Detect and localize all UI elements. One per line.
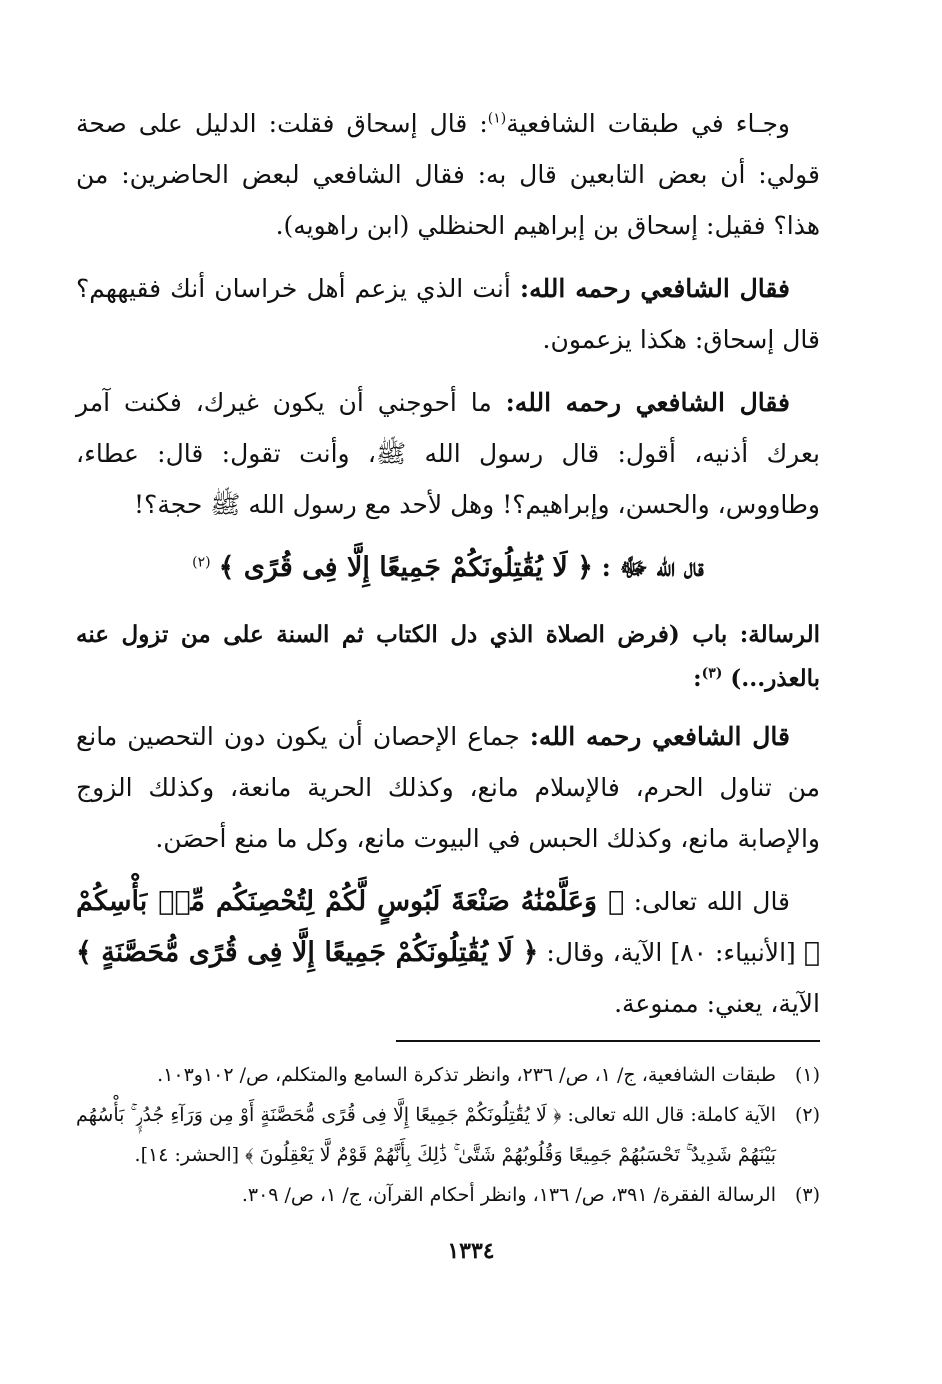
quran-verse-hashr: ﴿ لَا يُقَٰتِلُونَكُمْ جَمِيعًا إِلَّا فِى قُرًى مُّحَصَّنَةٍ ﴾ bbox=[76, 937, 539, 968]
footnote-number: (٢) bbox=[794, 1104, 820, 1126]
speaker-label: فقال الشافعي رحمه الله: bbox=[519, 274, 790, 303]
paragraph-ihsan bbox=[76, 711, 820, 864]
footnote-item bbox=[76, 1175, 820, 1215]
paragraph-text: وجـاء في طبقات الشافعية bbox=[506, 109, 790, 138]
paragraph-verses bbox=[76, 876, 820, 1029]
speaker-label: فقال الشافعي رحمه الله: bbox=[505, 388, 790, 417]
verse-intro: قال الله تعالى: bbox=[624, 887, 791, 916]
footnote-number: (٣) bbox=[794, 1184, 820, 1206]
paragraph-text: ما أحوجني أن يكون غيرك، فكنت آمر بعرك أذنيه، أقول: قال رسول الله ﷺ، وأنت تقول: قال: عطاء، وطاووس، والحسن، وإبراهيم؟! وهل لأحد مع رسول الله ﷺ حجة؟! bbox=[76, 388, 820, 519]
footnote-number: (١) bbox=[794, 1064, 820, 1086]
footnote-text: الرسالة الفقرة/ ٣٩١، ص/ ١٣٦، وانظر أحكام القرآن، ج/ ١، ص/ ٣٠٩. bbox=[241, 1184, 776, 1206]
footnote-ref-2[interactable]: (٢) bbox=[192, 554, 211, 571]
footnote-ref-1[interactable]: (١) bbox=[487, 110, 507, 127]
footnote-divider bbox=[396, 1040, 820, 1042]
footnote-text: طبقات الشافعية، ج/ ١، ص/ ٢٣٦، وانظر تذكرة السامع والمتكلم، ص/ ١٠٢و١٠٣. bbox=[157, 1064, 776, 1086]
footnote-text: الآية كاملة: قال الله تعالى: ﴿ لَا يُقَٰتِلُونَكُمْ جَمِيعًا إِلَّا فِى قُرًى مُّحَصَّنَةٍ أَوْ مِن وَرَآءِ جُدُرٍۭ ۚ بَأْسُهُم بَيْنَهُمْ شَدِيدٌ ۚ تَحْسَبُهُمْ جَمِيعًا وَقُلُوبُهُمْ شَتَّىٰ ۚ ذَٰلِكَ بِأَنَّهُمْ قَوْمٌ لَّا يَعْقِلُونَ ﴾ [الحشر: ١٤]. bbox=[76, 1104, 776, 1166]
paragraph-text: الآية، يعني: ممنوعة. bbox=[614, 989, 820, 1018]
footnote-ref-3[interactable]: (٣) bbox=[701, 665, 723, 682]
paragraph-shafii-reply bbox=[76, 377, 820, 530]
speaker-label: قال الشافعي رحمه الله: bbox=[529, 722, 791, 751]
paragraph-text: جماع الإحصان أن يكون دون التحصين مانع من تناول الحرم، فالإسلام مانع، وكذلك الحرية مانعة، وكذلك الزوج والإصابة مانع، وكذلك الحبس في البيوت مانع، وكل ما منع أحصَن. bbox=[76, 722, 820, 853]
section-heading-risala bbox=[76, 613, 820, 701]
footnote-item bbox=[76, 1055, 820, 1095]
main-text bbox=[76, 98, 820, 1041]
quran-verse-anbiya: ﴿ وَعَلَّمْنَٰهُ صَنْعَةَ لَبُوسٍ لَّكُمْ لِتُحْصِنَكُم مِّنۢ بَأْسِكُمْ ﴾ bbox=[76, 886, 820, 968]
paragraph-text: أنت الذي يزعم أهل خراسان أنك فقيههم؟ قال إسحاق: هكذا يزعمون. bbox=[76, 274, 820, 354]
paragraph-shafii-question bbox=[76, 263, 820, 365]
verse-citation: [الأنبياء: ٨٠] الآية، وقال: bbox=[538, 938, 804, 967]
footnote-item bbox=[76, 1095, 820, 1175]
quran-quote bbox=[76, 542, 820, 593]
quran-verse: ﴿ لَا يُقَٰتِلُونَكُمْ جَمِيعًا إِلَّا فِى قُرًى ﴾ bbox=[218, 552, 593, 583]
page-number: ١٣٣٤ bbox=[447, 1238, 495, 1264]
footnotes bbox=[76, 1055, 820, 1215]
heading-text: الرسالة: باب (فرض الصلاة الذي دل الكتاب ثم السنة على من تزول عنه بالعذر...) bbox=[76, 621, 820, 692]
heading-end: : bbox=[693, 665, 702, 692]
quote-intro: قال الله ﷻ : bbox=[592, 553, 704, 582]
paragraph-text: : قال إسحاق فقلت: الدليل على صحة قولي: أن بعض التابعين قال به: فقال الشافعي لبعض الحاضرين: من هذا؟ فقيل: إسحاق بن إبراهيم الحنظلي (ابن راهويه). bbox=[76, 109, 820, 240]
paragraph-tabaqat bbox=[76, 98, 820, 251]
